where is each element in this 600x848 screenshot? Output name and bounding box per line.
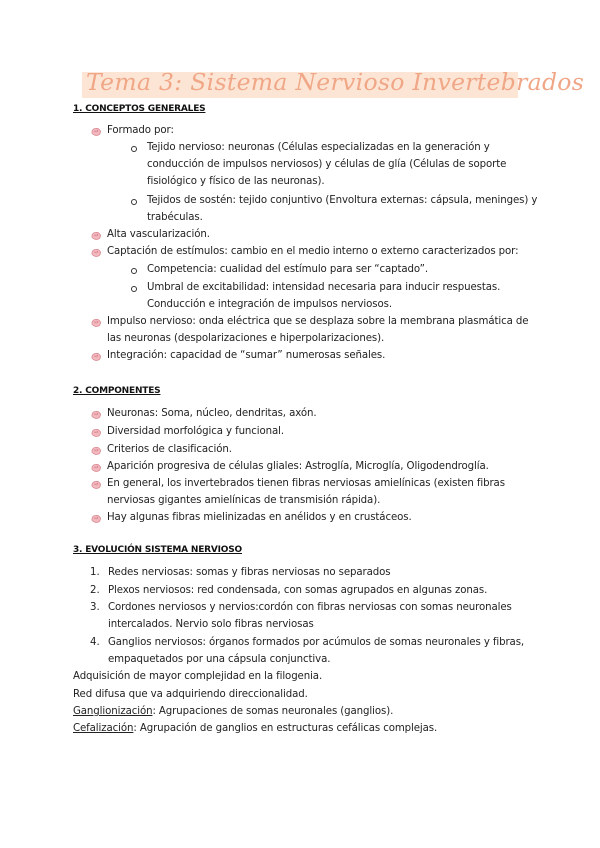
list-item: intercalados. Nervio solo fibras nerviosas	[108, 619, 314, 630]
brain-icon	[90, 463, 102, 473]
circle-bullet	[131, 268, 137, 274]
list-item: conducción de impulsos nerviosos) y células de glía (Células de soporte	[147, 159, 507, 170]
list-item: Competencia: cualidad del estímulo para ser “captado”.	[147, 264, 428, 275]
list-item: Ganglios nerviosos: órganos formados por acúmulos de somas neuronales y fibras,	[108, 637, 525, 648]
circle-bullet	[131, 199, 137, 205]
list-item: Tejidos de sostén: tejido conjuntivo (Envoltura externas: cápsula, meninges) y	[147, 195, 538, 206]
list-item: Criterios de clasificación.	[107, 444, 232, 455]
section-heading-3: 3. EVOLUCIÓN SISTEMA NERVIOSO	[73, 545, 242, 555]
list-item: trabéculas.	[147, 212, 203, 223]
list-item: Hay algunas fibras mielinizadas en anélidos y en crustáceos.	[107, 512, 412, 523]
circle-bullet	[131, 146, 137, 152]
term-cefalizacion: Cefalización	[73, 723, 134, 734]
brain-icon	[90, 428, 102, 438]
list-item: Alta vascularización.	[107, 229, 210, 240]
paragraph	[73, 722, 437, 736]
list-item: fisiológico y físico de las neuronas).	[147, 176, 325, 187]
brain-icon	[90, 514, 102, 524]
brain-icon	[90, 127, 102, 137]
list-item: Formado por:	[107, 125, 174, 136]
brain-icon	[90, 231, 102, 241]
brain-icon	[90, 480, 102, 490]
list-item: empaquetados por una cápsula conjunctiva.	[108, 654, 331, 665]
list-item: Aparición progresiva de células gliales: Astroglía, Microglía, Oligodendroglía.	[107, 461, 489, 472]
brain-icon	[90, 318, 102, 328]
list-item: Plexos nerviosos: red condensada, con somas agrupados en algunas zonas.	[108, 585, 488, 596]
list-item: Neuronas: Soma, núcleo, dendritas, axón.	[107, 408, 317, 419]
list-item: Impulso nervioso: onda eléctrica que se desplaza sobre la membrana plasmática de	[107, 316, 529, 327]
section-heading-2: 2. COMPONENTES	[73, 386, 161, 396]
list-item: En general, los invertebrados tienen fibras nerviosas amielínicas (existen fibras	[107, 478, 505, 489]
list-item: Conducción e integración de impulsos nerviosos.	[147, 299, 392, 310]
list-number: 3.	[90, 602, 100, 613]
list-item: Captación de estímulos: cambio en el medio interno o externo caracterizados por:	[107, 246, 519, 257]
circle-bullet	[131, 286, 137, 292]
brain-icon	[90, 446, 102, 456]
paragraph: Adquisición de mayor complejidad en la filogenia.	[73, 671, 323, 682]
list-item: Umbral de excitabilidad: intensidad necesaria para inducir respuestas.	[147, 282, 501, 293]
page-title: Tema 3: Sistema Nervioso Invertebrados	[86, 68, 585, 96]
section-heading-1: 1. CONCEPTOS GENERALES	[73, 104, 206, 114]
term-ganglionizacion: Ganglionización	[73, 706, 153, 717]
list-item: Diversidad morfológica y funcional.	[107, 426, 285, 437]
list-item: Redes nerviosas: somas y fibras nerviosas no separados	[108, 567, 391, 578]
brain-icon	[90, 352, 102, 362]
list-item: Tejido nervioso: neuronas (Células especializadas en la generación y	[147, 142, 490, 153]
paragraph: Red difusa que va adquiriendo direccionalidad.	[73, 689, 308, 700]
paragraph	[73, 705, 393, 719]
list-number: 1.	[90, 567, 100, 578]
list-item: Integración: capacidad de “sumar” numerosas señales.	[107, 350, 386, 361]
brain-icon	[90, 248, 102, 258]
list-number: 4.	[90, 637, 100, 648]
list-item: Cordones nerviosos y nervios:cordón con fibras nerviosas con somas neuronales	[108, 602, 512, 613]
definition-text: : Agrupaciones de somas neuronales (ganglios).	[152, 706, 394, 717]
definition-text: : Agrupación de ganglios en estructuras cefálicas complejas.	[133, 723, 438, 734]
list-number: 2.	[90, 585, 100, 596]
brain-icon	[90, 410, 102, 420]
list-item: nerviosas gigantes amielínicas de transmisión rápida).	[107, 495, 381, 506]
list-item: las neuronas (despolarizaciones e hiperpolarizaciones).	[107, 333, 385, 344]
